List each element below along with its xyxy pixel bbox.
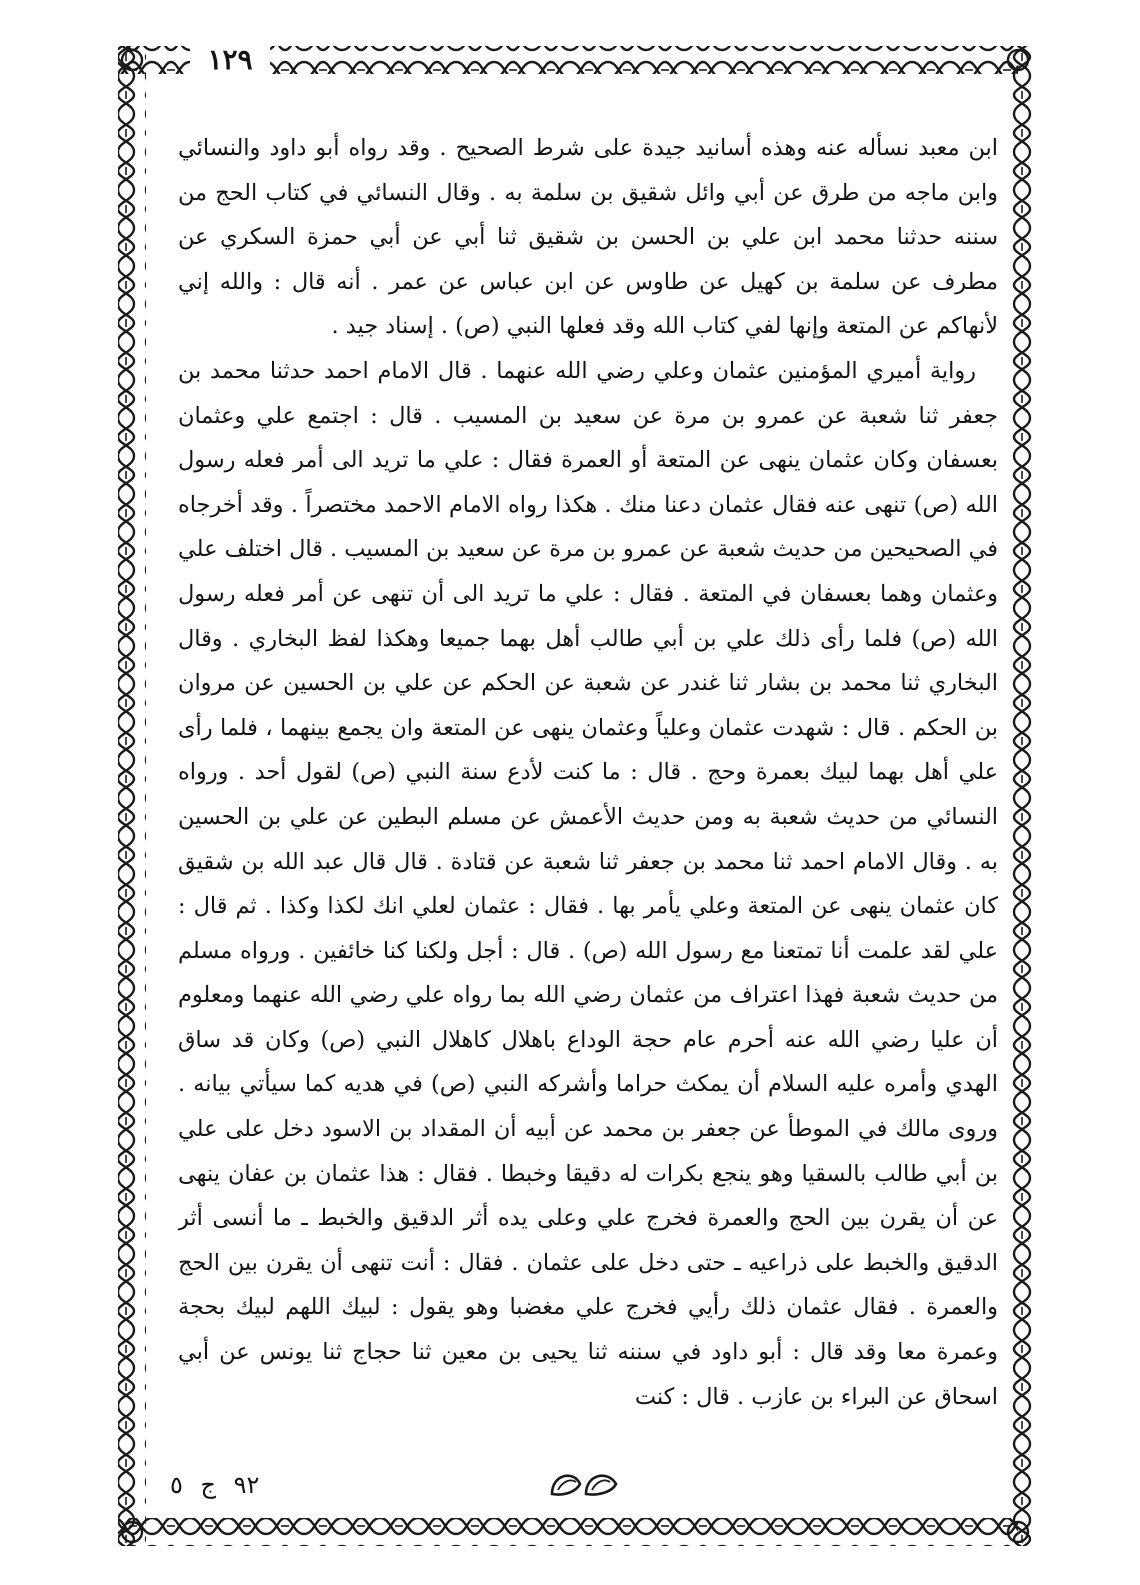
document-body <box>178 126 998 1426</box>
footer-signature: ٩٢ ج ٥ <box>170 1471 260 1499</box>
page-number: ١٢٩ <box>190 40 270 80</box>
footer-ornament-icon <box>546 1466 622 1500</box>
paragraph-2: رواية أميري المؤمنين عثمان وعلي رضي الله عنهما . قال الامام احمد حدثنا محمد بن جعفر ثنا شعبة عن عمرو بن مرة عن سعيد بن المسيب . قال : اجتمع علي وعثمان بعسفان وكان عثمان ينهى عن المتعة أو العمرة فقال : علي ما تريد الى أمر فعله رسول الله (ص) تنهى عنه فقال عثمان دعنا منك . هكذا رواه الامام الاحمد مختصراً . وقد أخرجاه في الصحيحين من حديث شعبة عن عمرو بن مرة عن سعيد بن المسيب . قال اختلف علي وعثمان وهما بعسفان في المتعة . فقال : علي ما تريد الى أن تنهى عن أمر فعله رسول الله (ص) فلما رأى ذلك علي بن أبي طالب أهل بهما جميعا وهكذا لفظ البخاري . وقال البخاري ثنا محمد بن بشار ثنا غندر عن شعبة عن الحكم عن علي بن الحسين عن مروان بن الحكم . قال : شهدت عثمان وعلياً وعثمان ينهى عن المتعة وان يجمع بينهما ، فلما رأى علي أهل بهما لبيك بعمرة وحج . قال : ما كنت لأدع سنة النبي (ص) لقول أحد . ورواه النسائي من حديث شعبة به ومن حديث الأعمش عن مسلم البطين عن علي بن الحسين به . وقال الامام احمد ثنا محمد بن جعفر ثنا شعبة عن قتادة . قال قال عبد الله بن شقيق كان عثمان ينهى عن المتعة وعلي يأمر بها . فقال : عثمان لعلي انك لكذا وكذا . ثم قال : علي لقد علمت أنا تمتعنا مع رسول الله (ص) . قال : أجل ولكنا كنا خائفين . ورواه مسلم من حديث شعبة فهذا اعتراف من عثمان رضي الله بما رواه علي رضي الله عنهما ومعلوم أن عليا رضي الله عنه أحرم عام حجة الوداع باهلال كاهلال النبي (ص) وكان قد ساق الهدي وأمره عليه السلام أن يمكث حراما وأشركه النبي (ص) في هديه كما سيأتي بيانه . وروى مالك في الموطأ عن جعفر بن محمد عن أبيه أن المقداد بن الاسود دخل على علي بن أبي طالب بالسقيا وهو ينجع بكرات له دقيقا وخبطا . فقال : هذا عثمان بن عفان ينهى عن أن يقرن بين الحج والعمرة فخرج علي وعلى يده أثر الدقيق والخبط ـ ما أنسى أثر الدقيق والخبط على ذراعيه ـ حتى دخل على عثمان . فقال : أنت تنهى أن يقرن بين الحج والعمرة . فقال عثمان ذلك رأيي فخرج علي مغضبا وهو يقول : لبيك اللهم لبيك بحجة وعمرة معا وقد قال : أبو داود في سننه ثنا يحيى بن معين ثنا حجاج ثنا يونس عن أبي اسحاق عن البراء بن عازب . قال : كنت <box>178 357 998 1410</box>
paragraph-1: ابن معبد نسأله عنه وهذه أسانيد جيدة على شرط الصحيح . وقد رواه أبو داود والنسائي وابن ماجه من طرق عن أبي وائل شقيق بن سلمة به . وقال النسائي في كتاب الحج من سننه حدثنا محمد ابن علي بن الحسن بن شقيق ثنا أبي عن أبي حمزة السكري عن مطرف عن سلمة بن كهيل عن طاوس عن ابن عباس عن عمر . أنه قال : والله إني لأنهاكم عن المتعة وإنها لفي كتاب الله وقد فعلها النبي (ص) . إسناد جيد . <box>178 135 998 340</box>
